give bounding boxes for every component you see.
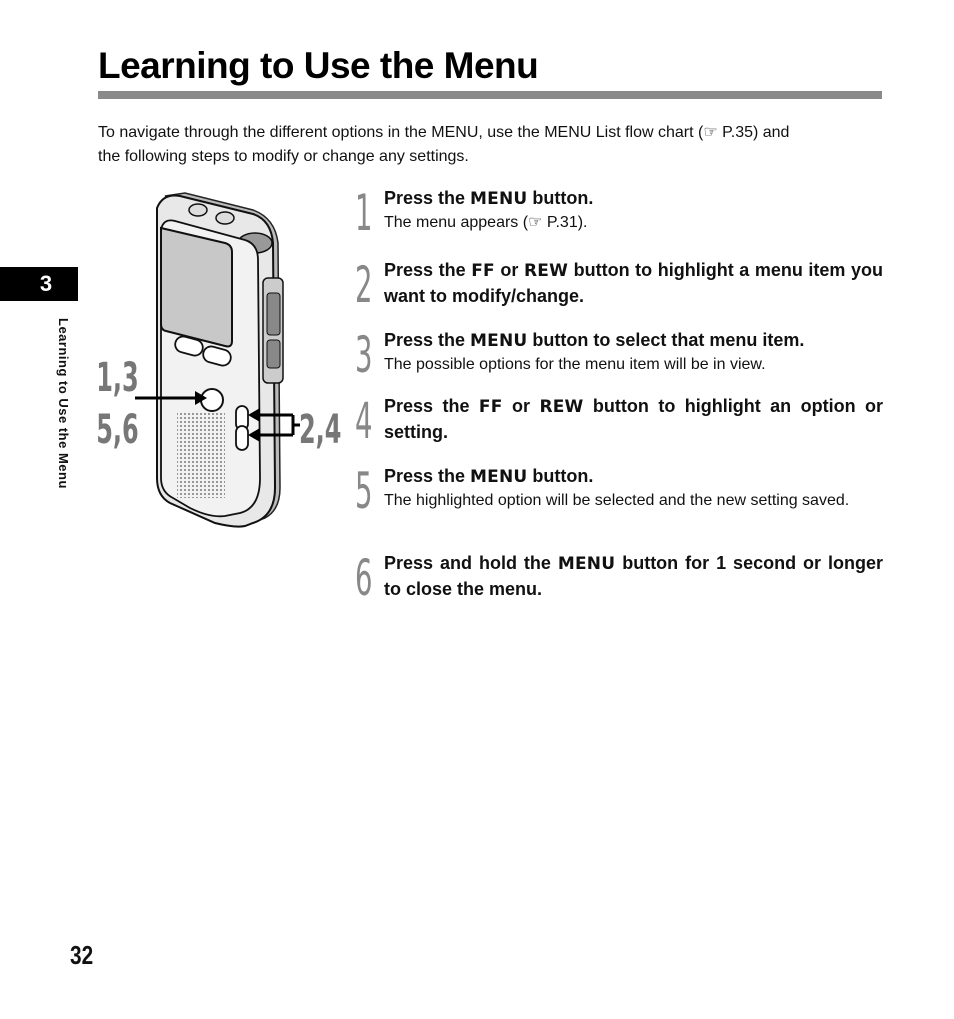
step-number: 6 — [355, 549, 373, 607]
title-rule — [98, 91, 882, 99]
chapter-tab: 3 — [0, 267, 78, 301]
menu-button — [201, 389, 223, 411]
step — [355, 258, 883, 328]
intro-line-1: To navigate through the different options in the MENU, use the MENU List flow chart (☞ P.35) and — [98, 124, 790, 141]
side-switch-grip — [267, 293, 280, 335]
step-number: 1 — [355, 184, 373, 242]
step — [355, 551, 883, 611]
page-title: Learning to Use the Menu — [98, 45, 539, 86]
intro-paragraph — [98, 121, 884, 169]
step-description: The possible options for the menu item will be in view. — [384, 356, 766, 373]
step-heading: Press the FF or REW button to highlight a menu item you want to modify/change. — [384, 260, 883, 306]
step — [355, 394, 883, 464]
step-description: The highlighted option will be selected and the new setting saved. — [384, 492, 850, 509]
step-heading: Press and hold the MENU button for 1 second or longer to close the menu. — [384, 553, 883, 599]
intro-line-2: the following steps to modify or change any settings. — [98, 148, 469, 165]
figure-label-right: 2,4 — [299, 405, 342, 453]
side-section-label: Learning to Use the Menu — [56, 318, 71, 489]
step — [355, 186, 883, 258]
lcd-display — [161, 228, 232, 346]
step-heading: Press the MENU button. — [384, 188, 594, 209]
step-number: 3 — [355, 326, 373, 384]
step-heading: Press the FF or REW button to highlight an option or setting. — [384, 396, 884, 442]
voice-recorder-illustration — [95, 188, 345, 533]
step-description: The menu appears (☞ P.31). — [384, 214, 588, 231]
mic-jack — [189, 204, 207, 216]
figure-label-left-1: 1,3 — [96, 353, 139, 401]
step-heading: Press the MENU button. — [384, 466, 594, 487]
step-heading: Press the MENU button to select that menu item. — [384, 330, 805, 351]
page-number: 32 — [70, 940, 94, 970]
step — [355, 464, 883, 551]
step-number: 5 — [355, 462, 373, 520]
rew-button — [236, 426, 248, 450]
figure-label-left-2: 5,6 — [96, 405, 139, 453]
speaker-grille — [177, 413, 225, 498]
step — [355, 328, 883, 394]
step-number: 4 — [355, 392, 373, 450]
step-number: 2 — [355, 256, 373, 314]
steps-list — [355, 186, 883, 611]
ear-jack — [216, 212, 234, 224]
side-switch-grip-2 — [267, 340, 280, 368]
